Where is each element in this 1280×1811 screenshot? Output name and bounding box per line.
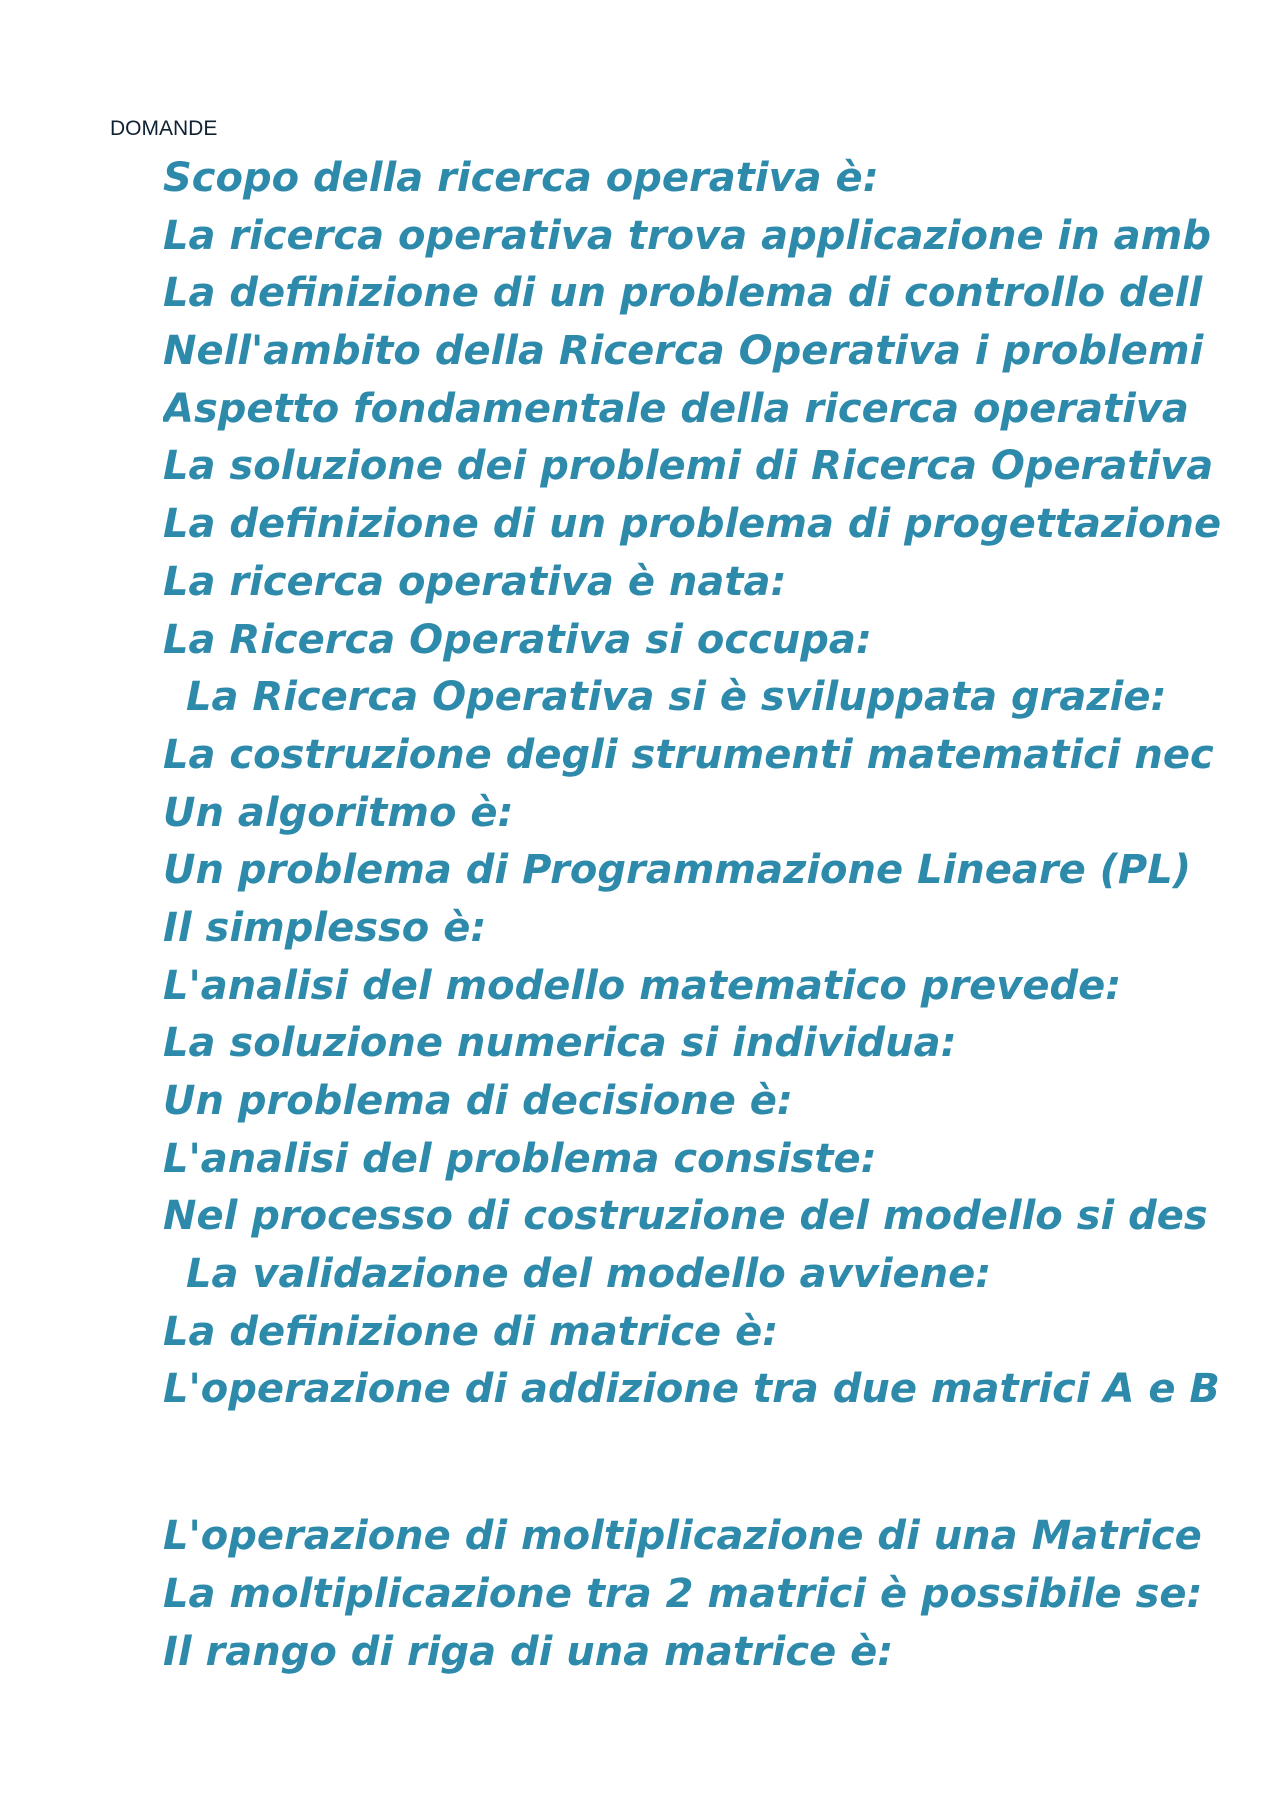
question-item: La definizione di un problema di controllo dell bbox=[163, 270, 1203, 317]
question-item: La ricerca operativa trova applicazione in amb bbox=[163, 212, 1211, 259]
question-item: Nell'ambito della Ricerca Operativa i problemi bbox=[163, 328, 1204, 375]
question-item: La soluzione numerica si individua: bbox=[163, 1020, 957, 1067]
document-heading: DOMANDE bbox=[110, 117, 218, 140]
question-item: Scopo della ricerca operativa è: bbox=[163, 155, 879, 201]
question-item: Il rango di riga di una matrice è: bbox=[163, 1628, 894, 1675]
question-item: Un problema di decisione è: bbox=[163, 1078, 793, 1124]
question-item: L'operazione di moltiplicazione di una Matrice bbox=[163, 1513, 1202, 1560]
question-item: Il simplesso è: bbox=[163, 904, 487, 951]
question-list bbox=[163, 150, 1280, 1681]
question-item: La ricerca operativa è nata: bbox=[163, 558, 787, 605]
question-item: La costruzione degli strumenti matematici nec bbox=[163, 731, 1214, 778]
question-item: La Ricerca Operativa si è sviluppata grazie: bbox=[186, 674, 1167, 721]
question-item: La definizione di matrice è: bbox=[163, 1308, 779, 1355]
paragraph-spacer bbox=[163, 1419, 1280, 1508]
question-item: L'operazione di addizione tra due matrici A e B bbox=[163, 1366, 1220, 1413]
question-item: La Ricerca Operativa si occupa: bbox=[163, 616, 872, 663]
question-item: Un problema di Programmazione Lineare (PL) bbox=[163, 847, 1192, 894]
question-item: Nel processo di costruzione del modello si des bbox=[163, 1193, 1208, 1240]
question-item: La soluzione dei problemi di Ricerca Operativa bbox=[163, 443, 1214, 490]
question-item: L'analisi del problema consiste: bbox=[163, 1135, 877, 1182]
question-item: Un algoritmo è: bbox=[163, 789, 514, 836]
question-item: La validazione del modello avviene: bbox=[186, 1251, 992, 1298]
question-item: L'analisi del modello matematico prevede: bbox=[163, 962, 1122, 1009]
question-item: La moltiplicazione tra 2 matrici è possibile se: bbox=[163, 1570, 1203, 1617]
question-item: La definizione di un problema di progettazione bbox=[163, 501, 1222, 548]
question-item: Aspetto fondamentale della ricerca operativa bbox=[163, 385, 1189, 432]
